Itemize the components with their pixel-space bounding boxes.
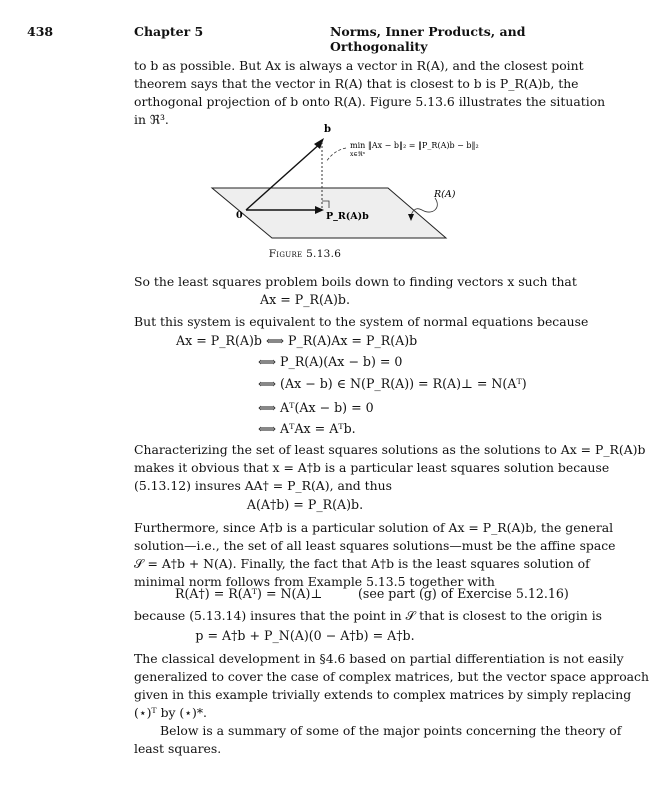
figure-caption: Figure 5.13.6 [268, 248, 342, 260]
text-line: generalized to cover the case of complex matrices, but the vector space approach [134, 669, 649, 684]
text-line: minimal norm follows from Example 5.13.5 together with [134, 574, 495, 589]
equation-pinv: A(A†b) = P_R(A)b. [246, 497, 364, 512]
chapter-title: Chapter 5 [134, 24, 204, 39]
page-number: 438 [27, 24, 54, 39]
summary-paragraph [134, 722, 622, 758]
text-line: 𝒮 = A†b + N(A). Finally, the fact that A†b is the least squares solution of [134, 556, 590, 571]
derivation-line-3: ⟺ (Ax − b) ∈ N(P_R(A)) = R(A)⊥ = N(Aᵀ) [258, 376, 527, 391]
text-line: The classical development in §4.6 based on partial differentiation is not easily [134, 651, 624, 666]
label-projection: P_R(A)b [326, 211, 369, 222]
lsq-paragraph [134, 273, 586, 291]
normal-equations-paragraph [134, 313, 589, 331]
figure-5-13-6 [200, 118, 480, 246]
text-line: orthogonal projection of b onto R(A). Figure 5.13.6 illustrates the situation [134, 94, 606, 109]
label-min-norm: min ‖Ax − b‖₂ = ‖P_R(A)b − b‖₂ [350, 141, 479, 150]
furthermore-paragraph [134, 519, 616, 591]
label-b: b [324, 124, 331, 135]
classical-paragraph [134, 650, 649, 722]
text-line: But this system is equivalent to the system of normal equations because [134, 314, 589, 329]
label-range: R(A) [434, 189, 456, 200]
derivation-line-4: ⟺ Aᵀ(Ax − b) = 0 [258, 400, 374, 415]
text-line: least squares. [134, 741, 222, 756]
equation-ranges-note: (see part (g) of Exercise 5.12.16) [358, 586, 569, 601]
text-line: given in this example trivially extends to complex matrices by simply replacing [134, 687, 632, 702]
text-line: Furthermore, since A†b is a particular solution of Ax = P_R(A)b, the general [134, 520, 614, 535]
derivation-line-5: ⟺ AᵀAx = Aᵀb. [258, 421, 356, 436]
label-min-subscript: x∈ℜⁿ [350, 151, 366, 158]
pointer-curve-min [326, 148, 346, 162]
derivation-line-1: Ax = P_R(A)b ⟺ P_R(A)Ax = P_R(A)b [176, 333, 418, 348]
derivation-line-2: ⟺ P_R(A)(Ax − b) = 0 [258, 354, 403, 369]
characterizing-paragraph [134, 441, 646, 495]
text-line: Characterizing the set of least squares solutions as the solutions to Ax = P_R(A)b [134, 442, 646, 457]
label-origin: 0 [236, 210, 243, 221]
text-line: Below is a summary of some of the major points concerning the theory of [160, 723, 622, 738]
section-title: Norms, Inner Products, and Orthogonality [330, 24, 526, 54]
text-line: solution—i.e., the set of all least squares solutions—must be the affine space [134, 538, 616, 553]
text-line: because (5.13.14) insures that the point in 𝒮 that is closest to the origin is [134, 608, 603, 623]
text-line: to b as possible. But Ax is always a vector in R(A), and the closest point [134, 58, 584, 73]
text-line: (⋆)ᵀ by (⋆)*. [134, 705, 207, 720]
equation-main: Ax = P_R(A)b. [260, 292, 350, 307]
text-line: (5.13.12) insures AA† = P_R(A), and thus [134, 478, 392, 493]
text-line: theorem says that the vector in R(A) that is closest to b is P_R(A)b, the [134, 76, 579, 91]
because-paragraph [134, 607, 603, 625]
equation-p: p = A†b + P_N(A)(0 − A†b) = A†b. [195, 628, 415, 643]
text-line: makes it obvious that x = A†b is a particular least squares solution because [134, 460, 610, 475]
equation-ranges: R(A†) = R(Aᵀ) = N(A)⊥ [175, 586, 323, 601]
text-line: So the least squares problem boils down to finding vectors x such that [134, 274, 577, 289]
text-line: in ℜ³. [134, 112, 169, 127]
